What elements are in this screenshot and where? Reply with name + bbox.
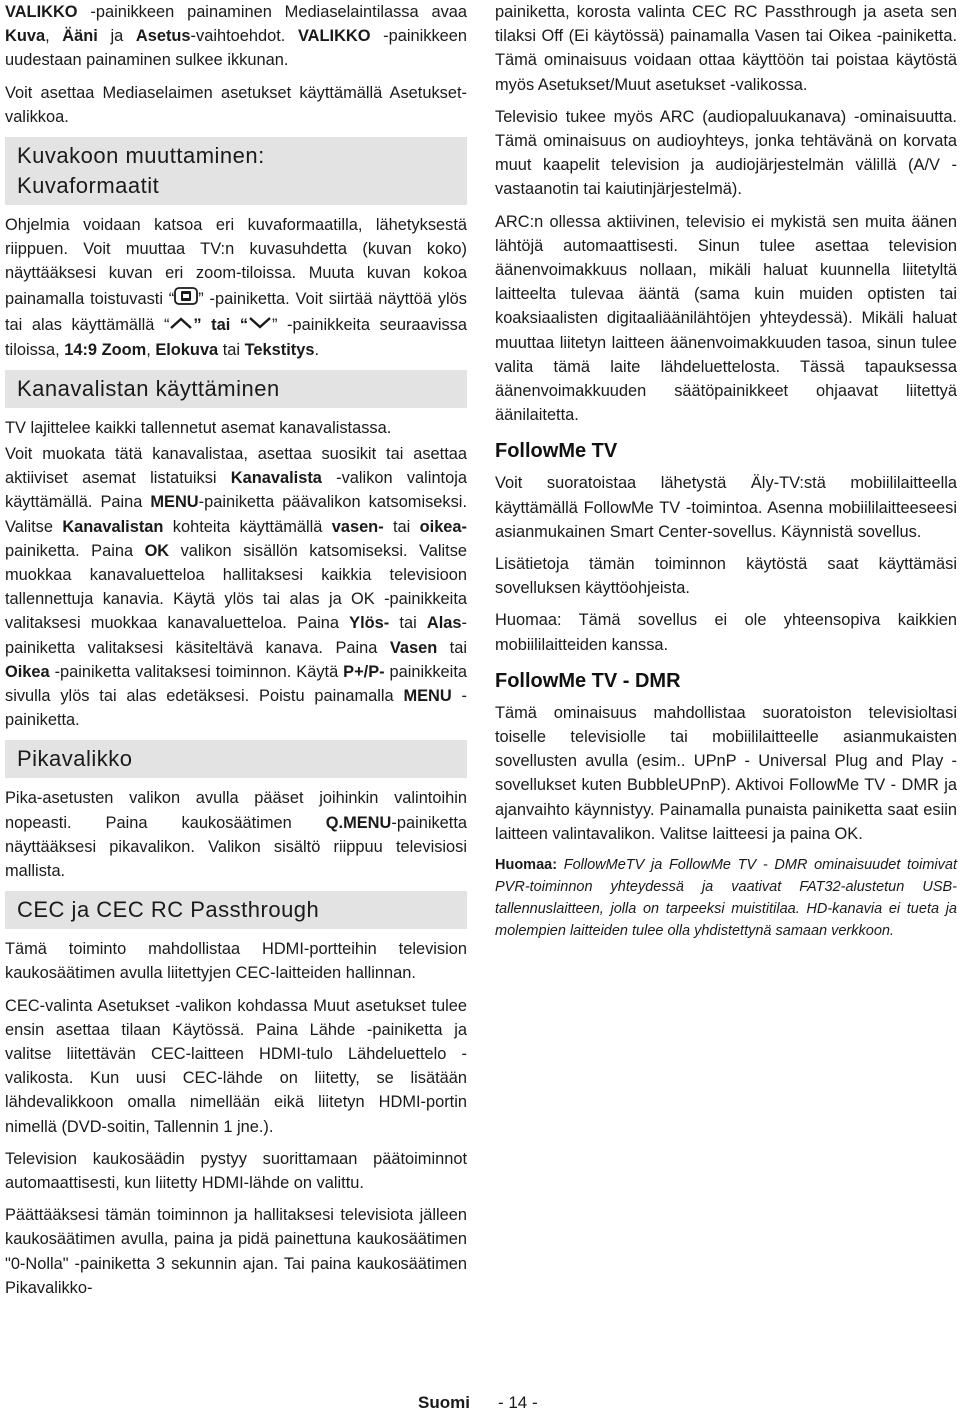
page-footer <box>418 1392 538 1414</box>
paragraph-followme-info: Lisätietoja tämän toiminnon käytöstä saat käyttämäsi sovelluksen käyttöohjeista. <box>495 555 957 598</box>
page-number: - 14 - <box>497 1393 538 1412</box>
footer-language: Suomi <box>418 1393 470 1412</box>
paragraph-cec-auto: Television kaukosäädin pystyy suorittamaan päätoiminnot automaattisesti, kun liitetty HDMI-lähde on valittu. <box>5 1149 467 1193</box>
paragraph-arc-volume: ARC:n ollessa aktiivinen, televisio ei mykistä sen muita äänen lähtöjä automaattisesti. Sinun tulee asettaa television äänenvoimakkuus nollaan, mikäli haluat kuunnella liitetyltä laitteelta tulevaa ääntä (sama kuin muiden optisten tai koaksiaalisten digitaaliäänilähtöjen yhteydessä). Mikäli haluat muuttaa liitetyn laitteen äänenvoimakkuuden tasoa, sinun tulee valita tämä laite lähdeluettelosta. Tässä tapauksessa äänenvoimakkuuden säätöpainikkeet ohjaavat liitettyä äänilaitetta. <box>495 212 957 425</box>
heading-channel-list: Kanavalistan käyttäminen <box>5 370 467 408</box>
paragraph-channel-list-intro: TV lajittelee kaikki tallennetut asemat kanavalistassa. <box>5 418 392 437</box>
paragraph-cec-setup: CEC-valinta Asetukset -valikon kohdassa Muut asetukset tulee ensin asettaa tilaan Käytössä. Paina Lähde -painiketta ja valitse liitettävän CEC-laitteen HDMI-tulo Lähdeluettelo -valikosta. Kun uusi CEC-lähde on liitetty, se lisätään lähdevalikkoon omalla nimellään eikä liitetyn HDMI-portin nimellä (DVD-soitin, Tallennin 1 jne.). <box>5 996 467 1136</box>
paragraph-quick-menu: Pika-asetusten valikon avulla pääset joihinkin valintoihin nopeasti. Paina kaukosäätimen Q.MENU-painiketta näyttääksesi pikavalikon. Valikon sisältö riippuu televisiosi mallista. <box>5 789 467 881</box>
chevron-down-icon <box>248 313 272 337</box>
heading-quick-menu: Pikavalikko <box>5 740 467 778</box>
paragraph-cec-exit: Päättääksesi tämän toiminnon ja hallitaksesi televisiota jälleen kaukosäätimen avulla, paina ja pidä painettuna kaukosäätimen "0-Nolla" -painiketta 3 sekunnin ajan. Tai paina kaukosäätimen Pikavalikko- <box>5 1206 467 1297</box>
bold-text: VALIKKO <box>5 3 78 21</box>
note-pvr: Huomaa: FollowMeTV ja FollowMe TV - DMR ominaisuudet toimivat PVR-toiminnon yhteydessä ja vaativat FAT32-alustetun USB-tallennuslaitteen, jolla on tarpeeksi muistitilaa. HD-kanavia ei tueta ja molempien laitteiden tulee olla yhdistettynä samaan verkkoon. <box>495 857 957 940</box>
chevron-up-icon <box>169 313 193 337</box>
heading-followme-tv: FollowMe TV <box>495 440 618 463</box>
paragraph-channel-list-edit: Voit muokata tätä kanavalistaa, asettaa suosikit tai asettaa aktiiviset asemat listatuiksi Kanavalista -valikon valintoja käyttämällä. Paina MENU-painiketta päävalikon katsomiseksi. Valitse Kanavalistan kohteita käyttämällä vasen- tai oikea- painiketta. Paina OK valikon sisällön katsomiseksi. Valitse muokkaa kanavaluetteloa hallitaksesi kaikkia televisioon tallennettuja kanavia. Käytä ylös tai alas ja OK -painikkeita valitaksesi muokkaa kanavaluetteloa. Paina Ylös- tai Alas-painiketta valitaksesi käsiteltävä kanava. Paina Vasen tai Oikea -painiketta valitaksesi toiminnon. Käytä P+/P- painikkeita sivulla ylös tai alas edetäksesi. Poistu painamalla MENU -painiketta. <box>5 445 468 730</box>
paragraph-picture-formats: Ohjelmia voidaan katsoa eri kuvaformaatilla, lähetyksestä riippuen. Voit muuttaa TV:n kuvasuhdetta (kuvan koko) näyttääksesi kuvan eri zoom-tiloissa. Muuta kuvan kokoa painamalla toistuvasti “ ” -painiketta. Voit siirtää näyttöä ylös tai alas käyttämällä “ ” tai “ ” -painikkeita seuraavissa tiloissa, 14:9 Zoom, Elokuva tai Tekstitys. <box>5 216 467 359</box>
paragraph-arc: Televisio tukee myös ARC (audiopaluukanava) -ominaisuutta. Tämä ominaisuus on audioyhteys, jonka tehtävänä on korvata muut kaapelit television ja audiojärjestelmän välillä (A/V -vastaanotin tai kaiutinjärjestelmä). <box>495 107 957 199</box>
right-column <box>495 0 957 942</box>
screen-zoom-icon <box>174 286 198 313</box>
heading-picture-size: Kuvakoon muuttaminen: Kuvaformaatit <box>5 137 467 205</box>
paragraph-media-settings: Voit asettaa Mediaselaimen asetukset käyttämällä Asetukset-valikkoa. <box>5 83 467 126</box>
heading-followme-dmr: FollowMe TV - DMR <box>495 669 681 692</box>
paragraph-cec-passthrough: painiketta, korosta valinta CEC RC Passthrough ja aseta sen tilaksi Off (Ei käytössä) painamalla Vasen tai Oikea -painiketta. Tämä ominaisuus voidaan ottaa käyttöön tai poistaa käytöstä myös Asetukset/Muut asetukset -valikossa. <box>495 3 957 94</box>
paragraph-cec-intro: Tämä toiminto mahdollistaa HDMI-portteihin television kaukosäätimen avulla liitettyjen CEC-laitteiden hallinnan. <box>5 940 467 983</box>
paragraph-followme-intro: Voit suoratoistaa lähetystä Äly-TV:stä mobiililaitteella käyttämällä FollowMe TV -toimintoa. Asenna mobiililaitteeseesi asianmukainen Smart Center-sovellus. Käynnistä sovellus. <box>495 474 957 541</box>
paragraph-dmr: Tämä ominaisuus mahdollistaa suoratoiston televisioltasi toiselle televisiolle tai mobiililaitteelle asianmukaisten sovellusten avulla (esim.. UPnP - Universal Plug and Play - sovellukset kuten BubbleUPnP). Aktivoi FollowMe TV - DMR ja ajanvaihto käynnistyy. Painamalla punaista painiketta saat esiin laitteen valintavalikon. Valitse laitteesi ja paina OK. <box>495 703 957 843</box>
paragraph-followme-note: Huomaa: Tämä sovellus ei ole yhteensopiva kaikkien mobiililaitteiden kanssa. <box>495 611 957 654</box>
paragraph-media-menu: VALIKKO -painikkeen painaminen Mediaselaintilassa avaa Kuva, Ääni ja Asetus-vaihtoehdot. VALIKKO -painikkeen uudestaan painaminen sulkee ikkunan. <box>5 3 467 70</box>
left-column <box>5 0 467 1308</box>
heading-cec: CEC ja CEC RC Passthrough <box>5 891 467 929</box>
